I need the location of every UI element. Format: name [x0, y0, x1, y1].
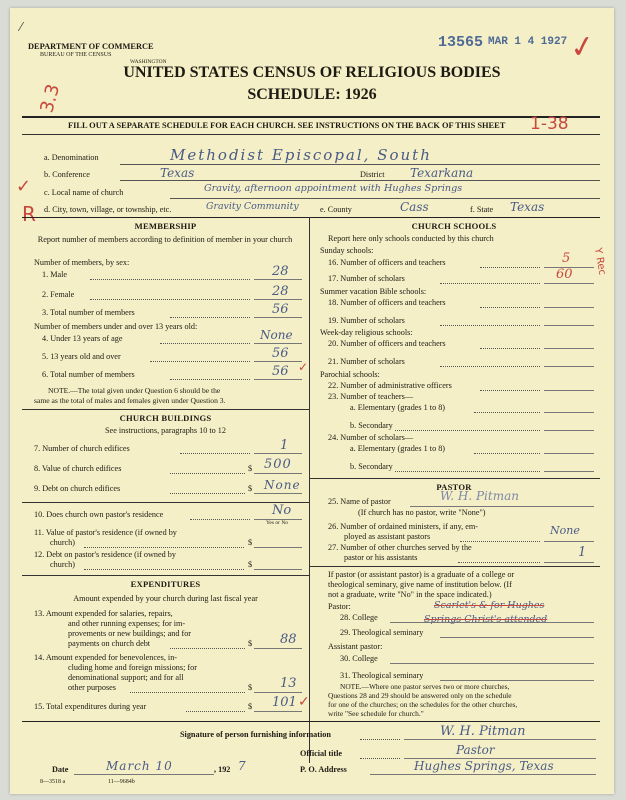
- graduate-line3: not a graduate, write "No" in the space indicated.): [328, 590, 492, 599]
- members-by-age-label: Number of members under and over 13 years old:: [34, 322, 198, 331]
- q28-label: 28. College: [340, 613, 378, 622]
- leader: [480, 390, 540, 391]
- q14-line4: other purposes: [68, 683, 116, 692]
- official-title-value: Pastor: [456, 743, 495, 757]
- expenditures-heading: EXPENDITURES: [130, 579, 201, 589]
- q15-label: 15. Total expenditures during year: [34, 702, 147, 711]
- q22-label: 22. Number of administrative officers: [328, 381, 452, 390]
- sunday-schools-label: Sunday schools:: [320, 246, 374, 255]
- department-name: DEPARTMENT OF COMMERCE: [28, 42, 154, 51]
- check-mark: ✓: [298, 694, 310, 710]
- graduate-line2: theological seminary, give name of institution below. (If: [328, 580, 512, 589]
- q13-line2: and other running expenses; for im-: [68, 619, 186, 628]
- q12-label-line2: church): [50, 560, 76, 569]
- leader: [440, 366, 540, 367]
- q23-label: 23. Number of teachers—: [328, 392, 414, 401]
- dollar-sign: $: [248, 484, 253, 493]
- answer-line: [544, 562, 594, 563]
- dollar-sign: $: [248, 538, 253, 547]
- answer-line: [254, 692, 302, 693]
- answer-line: [410, 506, 594, 507]
- city-value: Gravity Community: [206, 201, 299, 212]
- leader: [170, 317, 250, 318]
- leader: [150, 361, 250, 362]
- q23a-label: a. Elementary (grades 1 to 8): [350, 403, 446, 412]
- state-value: Texas: [510, 200, 545, 214]
- rule: [120, 164, 600, 165]
- leader: [395, 430, 540, 431]
- answer-line: [254, 648, 302, 649]
- answer-line: [544, 283, 594, 284]
- code-box: 1-38: [530, 114, 569, 134]
- year-digit: 7: [238, 759, 246, 773]
- dollar-sign: $: [248, 560, 253, 569]
- q26-assistants-value: None: [550, 524, 580, 537]
- q9-debt-value: None: [264, 478, 301, 492]
- answer-line: [254, 343, 302, 344]
- q25-label: 25. Name of pastor: [328, 497, 391, 506]
- dollar-sign: $: [248, 683, 253, 692]
- church-name-value: Gravity, afternoon appointment with Hughes Springs: [204, 183, 463, 194]
- schools-heading: CHURCH SCHOOLS: [411, 221, 497, 231]
- assistant-pastor-subheading: Assistant pastor:: [328, 642, 383, 651]
- parochial-schools-label: Parochial schools:: [320, 370, 380, 379]
- q31-label: 31. Theological seminary: [340, 671, 424, 680]
- answer-line: [254, 473, 302, 474]
- q4-under-13-value: None: [260, 328, 293, 342]
- denomination-label: a. Denomination: [44, 153, 99, 162]
- pastor-note-line2: Questions 28 and 29 should be answered only on the schedule: [328, 691, 512, 700]
- pastor-note-line4: write "See schedule for church.": [328, 709, 424, 718]
- form-number-1: 8—3518 a: [40, 779, 66, 785]
- rule: [309, 478, 600, 479]
- q10-label: 10. Does church own pastor's residence: [34, 510, 164, 519]
- leader: [360, 758, 400, 759]
- q20-label: 20. Number of officers and teachers: [328, 339, 446, 348]
- members-by-sex-label: Number of members, by sex:: [34, 258, 130, 267]
- county-label: e. County: [320, 205, 352, 214]
- dollar-sign: $: [248, 702, 253, 711]
- check-mark: ✓: [298, 360, 309, 374]
- leader: [480, 267, 540, 268]
- receipt-stamp-number: 13565: [438, 34, 484, 51]
- q5-label: 5. 13 years old and over: [42, 352, 121, 361]
- conference-value: Texas: [160, 166, 195, 180]
- expenditures-intro: Amount expended by your church during last fiscal year: [73, 594, 258, 603]
- q1-label: 1. Male: [42, 270, 68, 279]
- conference-label: b. Conference: [44, 170, 90, 179]
- q28-college-line2: Springs Christ's attended: [424, 614, 548, 625]
- schools-intro: Report here only schools conducted by this church: [328, 234, 494, 243]
- leader: [474, 412, 540, 413]
- membership-intro: Report number of members according to definition of member in your church: [37, 235, 293, 244]
- answer-line: [544, 412, 594, 413]
- answer-line: [544, 541, 594, 542]
- q6-label: 6. Total number of members: [42, 370, 135, 379]
- leader: [90, 299, 250, 300]
- q8-value-edifices-value: 500: [264, 457, 292, 472]
- leader: [474, 453, 540, 454]
- leader: [458, 562, 540, 563]
- answer-line: [404, 739, 596, 740]
- answer-line: [254, 361, 302, 362]
- answer-line: [254, 711, 302, 712]
- q10-residence-value: No: [272, 503, 292, 518]
- leader: [170, 473, 245, 474]
- census-schedule-sheet: [10, 8, 614, 794]
- q18-label: 18. Number of officers and teachers: [328, 298, 446, 307]
- q6-total-value: 56: [272, 364, 289, 379]
- membership-note-line1: NOTE.—The total given under Question 6 should be the: [48, 386, 221, 395]
- q12-label-line1: 12. Debt on pastor's residence (if owned by: [34, 550, 176, 559]
- form-title: UNITED STATES CENSUS OF RELIGIOUS BODIES: [123, 64, 501, 81]
- leader: [84, 569, 244, 570]
- q14-benevolences-value: 13: [280, 676, 297, 691]
- q1-male-value: 28: [272, 264, 289, 279]
- leader: [180, 453, 250, 454]
- q3-label: 3. Total number of members: [42, 308, 135, 317]
- pastor-note-line1: NOTE.—Where one pastor serves two or more churches,: [340, 682, 510, 691]
- pastor-note-line3: for one of the churches; on the schedules for the other churches,: [328, 700, 518, 709]
- leader: [170, 493, 245, 494]
- q5-over-13-value: 56: [272, 346, 289, 361]
- check-mark: ✓: [567, 28, 598, 67]
- church-name-label: c. Local name of church: [44, 188, 124, 197]
- rule: [22, 575, 309, 576]
- bureau-name: BUREAU OF THE CENSUS: [40, 52, 112, 58]
- q24-label: 24. Number of scholars—: [328, 433, 414, 442]
- q25-pastor-name-value: W. H. Pitman: [440, 489, 519, 503]
- year-prefix: , 192: [214, 765, 231, 774]
- answer-line: [390, 622, 594, 623]
- county-value: Cass: [400, 200, 429, 214]
- answer-line: [544, 390, 594, 391]
- graduate-line1: If pastor (or assistant pastor) is a graduate of a college or: [328, 570, 515, 579]
- po-address-value: Hughes Springs, Texas: [414, 759, 554, 773]
- rule: [170, 198, 600, 199]
- bureau-city: WASHINGTON: [130, 59, 167, 65]
- leader: [480, 348, 540, 349]
- q14-line3: denominational support; and for all: [68, 673, 184, 682]
- leader: [90, 279, 250, 280]
- answer-line: [370, 774, 596, 775]
- q7-label: 7. Number of church edifices: [34, 444, 130, 453]
- answer-line: [254, 493, 302, 494]
- q15-total-value: 101: [272, 695, 297, 710]
- schedule-year: SCHEDULE: 1926: [247, 86, 377, 103]
- buildings-heading: CHURCH BUILDINGS: [119, 413, 212, 423]
- check-mark: ✓: [16, 176, 32, 197]
- state-label: f. State: [470, 205, 494, 214]
- instruction-line: FILL OUT A SEPARATE SCHEDULE FOR EACH CHURCH. SEE INSTRUCTIONS ON THE BACK OF THIS SHEET: [68, 121, 506, 130]
- leader: [395, 471, 540, 472]
- pastor-subheading: Pastor:: [328, 602, 351, 611]
- margin-note: 3.3: [36, 81, 65, 116]
- q25-hint: (If church has no pastor, write "None"): [358, 508, 486, 517]
- q19-label: 19. Number of scholars: [328, 316, 405, 325]
- date-value: March 10: [106, 759, 173, 773]
- answer-line: [254, 453, 302, 454]
- q2-female-value: 28: [272, 284, 289, 299]
- q13-line4: payments on church debt: [68, 639, 151, 648]
- leader: [84, 547, 244, 548]
- form-number-2: 11—9684b: [108, 779, 135, 785]
- q28-college-line1: Scarlet's & for Hughes: [434, 600, 545, 611]
- q11-label-line2: church): [50, 538, 76, 547]
- q2-label: 2. Female: [42, 290, 75, 299]
- schools-margin-mark: Y Rec: [591, 247, 608, 276]
- answer-line: [440, 637, 594, 638]
- q9-label: 9. Debt on church edifices: [34, 484, 121, 493]
- rule: [22, 217, 600, 218]
- leader: [160, 343, 250, 344]
- q30-label: 30. College: [340, 654, 378, 663]
- answer-line: [544, 453, 594, 454]
- q10-hint: Yes or No: [266, 520, 289, 526]
- q27-line2: pastor or his assistants: [344, 553, 418, 562]
- answer-line: [544, 325, 594, 326]
- q23b-label: b. Secondary: [350, 421, 393, 430]
- answer-line: [254, 379, 302, 380]
- answer-line: [254, 547, 302, 548]
- leader: [170, 379, 250, 380]
- leader: [440, 325, 540, 326]
- q17-label: 17. Number of scholars: [328, 274, 405, 283]
- answer-line: [254, 279, 302, 280]
- q24a-label: a. Elementary (grades 1 to 8): [350, 444, 446, 453]
- official-title-label: Official title: [300, 749, 343, 758]
- answer-line: [254, 317, 302, 318]
- corner-mark: ⁄: [20, 20, 23, 34]
- signature-value: W. H. Pitman: [440, 724, 526, 739]
- leader: [130, 692, 245, 693]
- q7-edifices-value: 1: [280, 438, 289, 453]
- rule: [22, 721, 600, 722]
- answer-line: [254, 299, 302, 300]
- answer-line: [74, 774, 214, 775]
- leader: [360, 739, 400, 740]
- answer-line: [544, 366, 594, 367]
- q21-label: 21. Number of scholars: [328, 357, 405, 366]
- dollar-sign: $: [248, 639, 253, 648]
- rule: [22, 134, 600, 135]
- q16-teachers-value: 5: [562, 251, 571, 266]
- rule: [22, 116, 600, 118]
- q26-line1: 26. Number of ordained ministers, if any, em-: [328, 522, 478, 531]
- leader: [440, 283, 540, 284]
- q16-label: 16. Number of officers and teachers: [328, 258, 446, 267]
- answer-line: [544, 307, 594, 308]
- q29-label: 29. Theological seminary: [340, 628, 424, 637]
- summer-schools-label: Summer vacation Bible schools:: [320, 287, 427, 296]
- leader: [186, 711, 245, 712]
- rule: [22, 409, 309, 410]
- pastor-heading: PASTOR: [436, 482, 472, 492]
- leader: [170, 648, 245, 649]
- answer-line: [390, 663, 594, 664]
- q26-line2: ployed as assistant pastors: [344, 532, 431, 541]
- leader: [190, 519, 250, 520]
- leader: [480, 307, 540, 308]
- denomination-value: Methodist Episcopal, South: [170, 146, 432, 164]
- q24b-label: b. Secondary: [350, 462, 393, 471]
- q8-label: 8. Value of church edifices: [34, 464, 122, 473]
- dollar-sign: $: [248, 464, 253, 473]
- buildings-intro: See instructions, paragraphs 10 to 12: [105, 426, 226, 435]
- q13-line1: 13. Amount expended for salaries, repairs,: [34, 609, 173, 618]
- po-address-label: P. O. Address: [300, 765, 347, 774]
- q3-total-value: 56: [272, 302, 289, 317]
- margin-mark-r: R: [22, 202, 36, 226]
- q14-line1: 14. Amount expended for benevolences, in-: [34, 653, 178, 662]
- answer-line: [544, 471, 594, 472]
- q17-scholars-value: 60: [556, 267, 573, 282]
- membership-note-line2: same as the total of males and females given under Question 3.: [34, 396, 226, 405]
- q14-line2: cluding home and foreign missions; for: [68, 663, 197, 672]
- q11-label-line1: 11. Value of pastor's residence (if owned by: [34, 528, 177, 537]
- receipt-stamp-date: MAR 1 4 1927: [488, 36, 568, 48]
- date-label: Date: [52, 765, 69, 774]
- q13-salaries-value: 88: [280, 632, 297, 647]
- answer-line: [544, 430, 594, 431]
- signature-label: Signature of person furnishing information: [180, 730, 331, 739]
- city-label: d. City, town, village, or township, etc.: [44, 205, 172, 214]
- weekday-schools-label: Week-day religious schools:: [320, 328, 413, 337]
- rule: [120, 180, 600, 181]
- q27-line1: 27. Number of other churches served by the: [328, 543, 472, 552]
- q27-other-churches-value: 1: [578, 545, 587, 560]
- answer-line: [544, 348, 594, 349]
- q4-label: 4. Under 13 years of age: [42, 334, 123, 343]
- answer-line: [440, 680, 594, 681]
- membership-heading: MEMBERSHIP: [134, 221, 197, 231]
- q13-line3: provements or new buildings; and for: [68, 629, 192, 638]
- answer-line: [254, 569, 302, 570]
- rule: [22, 502, 309, 503]
- leader: [460, 541, 540, 542]
- district-value: Texarkana: [410, 166, 474, 180]
- district-label: District: [360, 170, 385, 179]
- rule: [309, 566, 600, 567]
